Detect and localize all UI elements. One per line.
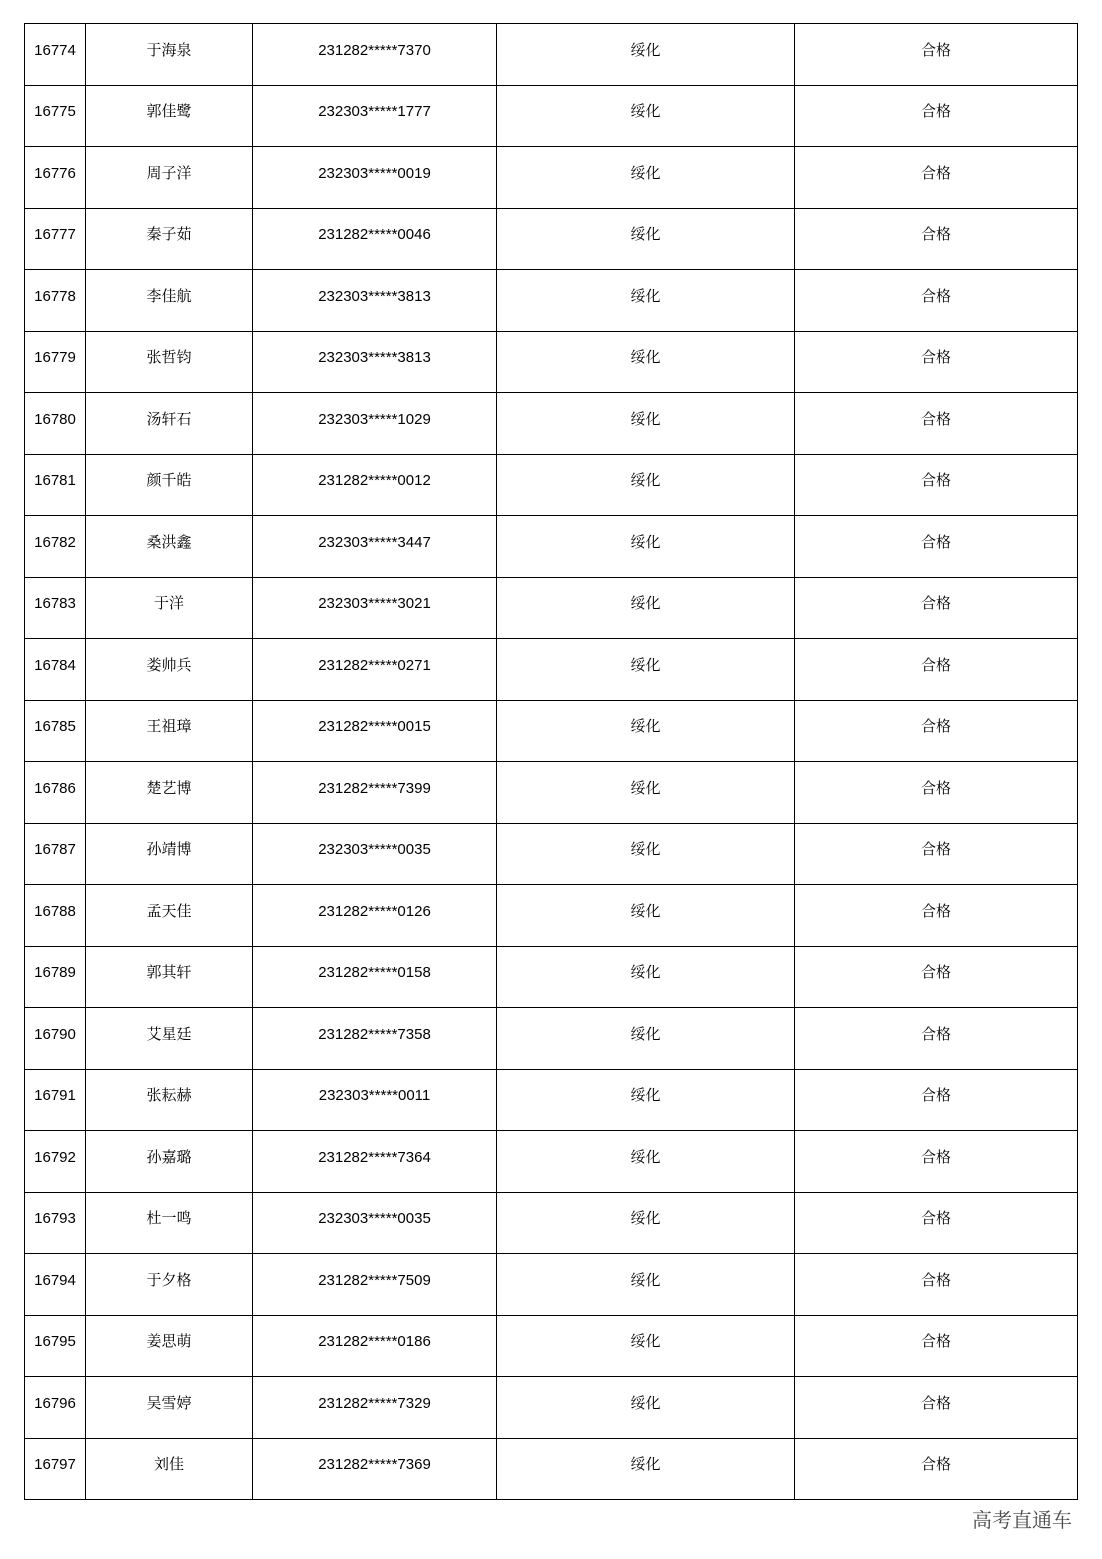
- cell-location: [497, 516, 795, 578]
- cell-name-text: 吴雪婷: [146, 1393, 192, 1412]
- cell-result-text: 合格: [920, 102, 951, 121]
- cell-serial-number-text: 16785: [34, 718, 76, 736]
- cell-serial-number: [25, 1315, 86, 1377]
- cell-name: [86, 454, 253, 516]
- cell-location-text: 绥化: [630, 594, 661, 613]
- cell-location-text: 绥化: [630, 409, 661, 428]
- cell-name-text: 艾星廷: [146, 1024, 192, 1043]
- cell-serial-number-text: 16782: [34, 533, 76, 551]
- cell-name-text: 秦子茹: [146, 225, 192, 244]
- cell-result: [795, 24, 1078, 86]
- cell-result-text: 合格: [920, 532, 951, 551]
- cell-id-number: [253, 1377, 497, 1439]
- cell-name-text: 杜一鸣: [146, 1209, 192, 1228]
- cell-serial-number: [25, 946, 86, 1008]
- cell-id-number-text: 231282*****0186: [318, 1333, 431, 1351]
- cell-name-text: 于海泉: [146, 40, 192, 59]
- cell-result: [795, 823, 1078, 885]
- cell-serial-number-text: 16794: [34, 1271, 76, 1289]
- table-row: [25, 1069, 1078, 1131]
- cell-serial-number-text: 16793: [34, 1210, 76, 1228]
- cell-id-number-text: 232303*****3813: [318, 349, 431, 367]
- cell-name: [86, 1008, 253, 1070]
- cell-serial-number-text: 16784: [34, 656, 76, 674]
- cell-result-text: 合格: [920, 1209, 951, 1228]
- cell-name-text: 王祖璋: [146, 717, 192, 736]
- cell-serial-number-text: 16774: [34, 41, 76, 59]
- cell-name: [86, 270, 253, 332]
- cell-serial-number-text: 16777: [34, 226, 76, 244]
- cell-result-text: 合格: [920, 40, 951, 59]
- cell-serial-number-text: 16790: [34, 1025, 76, 1043]
- cell-serial-number: [25, 1069, 86, 1131]
- cell-id-number: [253, 1315, 497, 1377]
- cell-id-number-text: 232303*****1029: [318, 410, 431, 428]
- cell-serial-number-text: 16792: [34, 1148, 76, 1166]
- cell-id-number-text: 232303*****1777: [318, 103, 431, 121]
- cell-serial-number: [25, 762, 86, 824]
- cell-location-text: 绥化: [630, 1393, 661, 1412]
- cell-location: [497, 823, 795, 885]
- table-row: [25, 1192, 1078, 1254]
- cell-id-number: [253, 1069, 497, 1131]
- cell-name-text: 孙嘉璐: [146, 1147, 192, 1166]
- table-row: [25, 1438, 1078, 1500]
- cell-result-text: 合格: [920, 1086, 951, 1105]
- cell-id-number: [253, 1438, 497, 1500]
- cell-result-text: 合格: [920, 409, 951, 428]
- cell-name: [86, 577, 253, 639]
- cell-serial-number: [25, 1192, 86, 1254]
- table-row: [25, 762, 1078, 824]
- cell-location: [497, 1131, 795, 1193]
- cell-serial-number: [25, 454, 86, 516]
- cell-location: [497, 1254, 795, 1316]
- cell-name: [86, 516, 253, 578]
- cell-serial-number: [25, 331, 86, 393]
- cell-name: [86, 946, 253, 1008]
- cell-serial-number: [25, 577, 86, 639]
- cell-location: [497, 208, 795, 270]
- cell-serial-number-text: 16775: [34, 103, 76, 121]
- cell-serial-number: [25, 1254, 86, 1316]
- cell-id-number: [253, 147, 497, 209]
- cell-location-text: 绥化: [630, 717, 661, 736]
- table-row: [25, 639, 1078, 701]
- cell-serial-number-text: 16789: [34, 964, 76, 982]
- table-row: [25, 823, 1078, 885]
- cell-name: [86, 700, 253, 762]
- cell-result: [795, 700, 1078, 762]
- cell-id-number-text: 232303*****0019: [318, 164, 431, 182]
- cell-id-number-text: 231282*****7364: [318, 1148, 431, 1166]
- cell-location: [497, 1377, 795, 1439]
- cell-name: [86, 393, 253, 455]
- cell-location: [497, 1069, 795, 1131]
- cell-result: [795, 577, 1078, 639]
- cell-id-number-text: 232303*****3813: [318, 287, 431, 305]
- cell-name: [86, 331, 253, 393]
- cell-serial-number-text: 16786: [34, 779, 76, 797]
- cell-serial-number: [25, 823, 86, 885]
- cell-serial-number: [25, 1008, 86, 1070]
- cell-name: [86, 1254, 253, 1316]
- cell-result: [795, 639, 1078, 701]
- cell-location-text: 绥化: [630, 471, 661, 490]
- cell-result: [795, 393, 1078, 455]
- cell-result-text: 合格: [920, 963, 951, 982]
- cell-result-text: 合格: [920, 1455, 951, 1474]
- table-row: [25, 208, 1078, 270]
- cell-name: [86, 85, 253, 147]
- cell-name: [86, 762, 253, 824]
- cell-serial-number: [25, 639, 86, 701]
- cell-location: [497, 270, 795, 332]
- cell-result-text: 合格: [920, 778, 951, 797]
- cell-id-number: [253, 331, 497, 393]
- cell-id-number: [253, 1192, 497, 1254]
- cell-result: [795, 270, 1078, 332]
- cell-location: [497, 577, 795, 639]
- cell-name: [86, 1131, 253, 1193]
- cell-result: [795, 1315, 1078, 1377]
- cell-id-number-text: 231282*****0015: [318, 718, 431, 736]
- table-row: [25, 577, 1078, 639]
- cell-location: [497, 147, 795, 209]
- cell-name: [86, 1192, 253, 1254]
- cell-serial-number: [25, 700, 86, 762]
- cell-id-number-text: 232303*****0035: [318, 841, 431, 859]
- cell-result-text: 合格: [920, 1332, 951, 1351]
- cell-result-text: 合格: [920, 717, 951, 736]
- cell-name-text: 楚艺博: [146, 778, 192, 797]
- cell-id-number: [253, 700, 497, 762]
- cell-id-number: [253, 24, 497, 86]
- cell-serial-number-text: 16778: [34, 287, 76, 305]
- cell-result: [795, 1008, 1078, 1070]
- cell-location-text: 绥化: [630, 532, 661, 551]
- cell-name: [86, 24, 253, 86]
- cell-location-text: 绥化: [630, 1147, 661, 1166]
- cell-serial-number-text: 16776: [34, 164, 76, 182]
- cell-location: [497, 454, 795, 516]
- table-row: [25, 1377, 1078, 1439]
- cell-location-text: 绥化: [630, 1332, 661, 1351]
- watermark-text: 高考直通车: [970, 1504, 1074, 1533]
- cell-result: [795, 1131, 1078, 1193]
- cell-id-number-text: 231282*****7370: [318, 41, 431, 59]
- cell-serial-number: [25, 85, 86, 147]
- cell-location-text: 绥化: [630, 348, 661, 367]
- cell-name: [86, 1315, 253, 1377]
- cell-result: [795, 1377, 1078, 1439]
- cell-location-text: 绥化: [630, 1270, 661, 1289]
- cell-serial-number: [25, 516, 86, 578]
- cell-id-number-text: 231282*****0012: [318, 472, 431, 490]
- roster-table: [24, 23, 1078, 1500]
- cell-location-text: 绥化: [630, 778, 661, 797]
- cell-id-number-text: 231282*****7369: [318, 1456, 431, 1474]
- cell-result-text: 合格: [920, 348, 951, 367]
- cell-serial-number: [25, 1377, 86, 1439]
- cell-location-text: 绥化: [630, 1086, 661, 1105]
- cell-location-text: 绥化: [630, 102, 661, 121]
- cell-serial-number: [25, 147, 86, 209]
- cell-name-text: 姜思萌: [146, 1332, 192, 1351]
- cell-location-text: 绥化: [630, 40, 661, 59]
- cell-id-number: [253, 454, 497, 516]
- cell-result-text: 合格: [920, 286, 951, 305]
- table-row: [25, 147, 1078, 209]
- table-row: [25, 270, 1078, 332]
- cell-id-number-text: 232303*****3021: [318, 595, 431, 613]
- cell-result-text: 合格: [920, 594, 951, 613]
- cell-serial-number: [25, 393, 86, 455]
- cell-id-number: [253, 946, 497, 1008]
- table-row: [25, 516, 1078, 578]
- cell-name-text: 刘佳: [153, 1455, 184, 1474]
- cell-location: [497, 331, 795, 393]
- cell-serial-number-text: 16795: [34, 1333, 76, 1351]
- cell-name: [86, 1438, 253, 1500]
- cell-name: [86, 208, 253, 270]
- cell-result: [795, 1254, 1078, 1316]
- cell-serial-number-text: 16779: [34, 349, 76, 367]
- cell-location-text: 绥化: [630, 1455, 661, 1474]
- cell-serial-number-text: 16781: [34, 472, 76, 490]
- cell-serial-number: [25, 1131, 86, 1193]
- cell-name-text: 郭其轩: [146, 963, 192, 982]
- cell-location: [497, 1192, 795, 1254]
- cell-result: [795, 885, 1078, 947]
- cell-serial-number-text: 16780: [34, 410, 76, 428]
- cell-location-text: 绥化: [630, 163, 661, 182]
- table-row: [25, 885, 1078, 947]
- cell-location: [497, 393, 795, 455]
- cell-name-text: 桑洪鑫: [146, 532, 192, 551]
- cell-id-number: [253, 639, 497, 701]
- table-row: [25, 700, 1078, 762]
- cell-result-text: 合格: [920, 1393, 951, 1412]
- cell-id-number-text: 231282*****7509: [318, 1271, 431, 1289]
- cell-id-number: [253, 762, 497, 824]
- cell-id-number: [253, 1131, 497, 1193]
- cell-id-number: [253, 823, 497, 885]
- cell-id-number: [253, 516, 497, 578]
- table-row: [25, 393, 1078, 455]
- cell-result-text: 合格: [920, 471, 951, 490]
- cell-serial-number-text: 16788: [34, 902, 76, 920]
- cell-location: [497, 24, 795, 86]
- cell-result-text: 合格: [920, 225, 951, 244]
- cell-result: [795, 516, 1078, 578]
- cell-id-number: [253, 85, 497, 147]
- cell-result: [795, 85, 1078, 147]
- cell-result-text: 合格: [920, 1147, 951, 1166]
- cell-serial-number-text: 16783: [34, 595, 76, 613]
- cell-name-text: 李佳航: [146, 286, 192, 305]
- cell-location-text: 绥化: [630, 840, 661, 859]
- cell-name: [86, 1377, 253, 1439]
- cell-location: [497, 1008, 795, 1070]
- table-row: [25, 1008, 1078, 1070]
- cell-name-text: 汤轩石: [146, 409, 192, 428]
- cell-result: [795, 208, 1078, 270]
- cell-name-text: 周子洋: [146, 163, 192, 182]
- cell-name-text: 张耘赫: [146, 1086, 192, 1105]
- cell-location: [497, 1438, 795, 1500]
- cell-id-number-text: 231282*****7358: [318, 1025, 431, 1043]
- cell-result: [795, 454, 1078, 516]
- cell-location: [497, 1315, 795, 1377]
- cell-location-text: 绥化: [630, 225, 661, 244]
- cell-name: [86, 639, 253, 701]
- cell-serial-number: [25, 885, 86, 947]
- cell-result: [795, 946, 1078, 1008]
- table-row: [25, 946, 1078, 1008]
- cell-serial-number-text: 16787: [34, 841, 76, 859]
- roster-body: [25, 24, 1078, 1500]
- cell-result: [795, 762, 1078, 824]
- cell-name-text: 颜千皓: [146, 471, 192, 490]
- cell-id-number-text: 231282*****0046: [318, 226, 431, 244]
- cell-serial-number: [25, 270, 86, 332]
- cell-id-number: [253, 270, 497, 332]
- cell-id-number: [253, 208, 497, 270]
- cell-id-number: [253, 1254, 497, 1316]
- cell-serial-number: [25, 24, 86, 86]
- cell-result: [795, 147, 1078, 209]
- cell-id-number-text: 231282*****7399: [318, 779, 431, 797]
- cell-serial-number-text: 16791: [34, 1087, 76, 1105]
- cell-location: [497, 85, 795, 147]
- cell-result: [795, 1069, 1078, 1131]
- cell-location-text: 绥化: [630, 655, 661, 674]
- cell-serial-number-text: 16796: [34, 1394, 76, 1412]
- cell-name-text: 郭佳鹭: [146, 102, 192, 121]
- cell-location-text: 绥化: [630, 286, 661, 305]
- cell-result-text: 合格: [920, 1024, 951, 1043]
- cell-location-text: 绥化: [630, 1209, 661, 1228]
- cell-id-number-text: 231282*****0271: [318, 656, 431, 674]
- cell-id-number: [253, 393, 497, 455]
- cell-result-text: 合格: [920, 840, 951, 859]
- cell-location: [497, 885, 795, 947]
- cell-name-text: 孙靖博: [146, 840, 192, 859]
- table-row: [25, 24, 1078, 86]
- cell-name-text: 于夕格: [146, 1270, 192, 1289]
- cell-result: [795, 1438, 1078, 1500]
- cell-result: [795, 331, 1078, 393]
- cell-id-number-text: 232303*****0011: [318, 1087, 431, 1105]
- cell-serial-number: [25, 208, 86, 270]
- cell-id-number-text: 231282*****0126: [318, 902, 431, 920]
- cell-id-number-text: 232303*****3447: [318, 533, 431, 551]
- cell-id-number: [253, 577, 497, 639]
- cell-serial-number: [25, 1438, 86, 1500]
- cell-name: [86, 885, 253, 947]
- cell-name-text: 于洋: [153, 594, 184, 613]
- cell-location-text: 绥化: [630, 901, 661, 920]
- cell-name-text: 孟天佳: [146, 901, 192, 920]
- table-row: [25, 454, 1078, 516]
- cell-location: [497, 639, 795, 701]
- cell-result-text: 合格: [920, 655, 951, 674]
- cell-serial-number-text: 16797: [34, 1456, 76, 1474]
- cell-name: [86, 147, 253, 209]
- cell-name: [86, 1069, 253, 1131]
- cell-id-number-text: 231282*****7329: [318, 1394, 431, 1412]
- cell-result-text: 合格: [920, 901, 951, 920]
- cell-name-text: 张哲钧: [146, 348, 192, 367]
- cell-location-text: 绥化: [630, 963, 661, 982]
- cell-location-text: 绥化: [630, 1024, 661, 1043]
- cell-name: [86, 823, 253, 885]
- cell-name-text: 娄帅兵: [146, 655, 192, 674]
- cell-location: [497, 700, 795, 762]
- cell-result: [795, 1192, 1078, 1254]
- cell-id-number: [253, 885, 497, 947]
- table-row: [25, 1131, 1078, 1193]
- table-row: [25, 1254, 1078, 1316]
- cell-id-number: [253, 1008, 497, 1070]
- table-row: [25, 331, 1078, 393]
- cell-location: [497, 946, 795, 1008]
- cell-id-number-text: 231282*****0158: [318, 964, 431, 982]
- table-row: [25, 85, 1078, 147]
- cell-id-number-text: 232303*****0035: [318, 1210, 431, 1228]
- cell-result-text: 合格: [920, 1270, 951, 1289]
- cell-result-text: 合格: [920, 163, 951, 182]
- table-row: [25, 1315, 1078, 1377]
- cell-location: [497, 762, 795, 824]
